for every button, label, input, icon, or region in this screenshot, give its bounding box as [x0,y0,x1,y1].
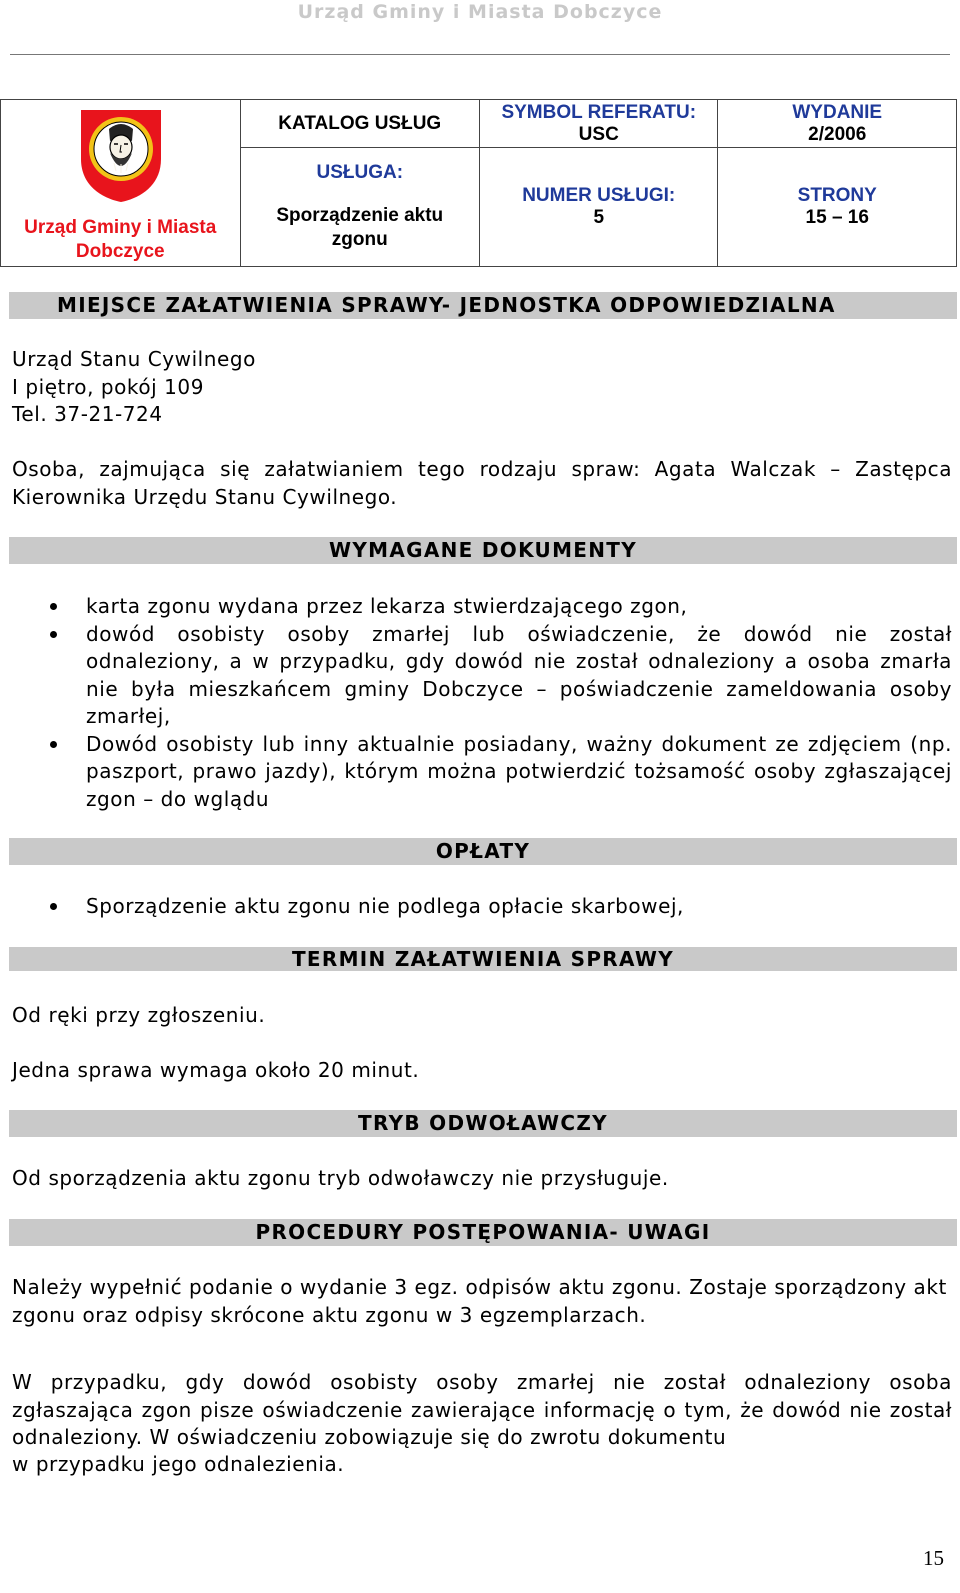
symbol-label: SYMBOL REFERATU: [501,101,697,123]
documents-list [0,593,952,813]
section-heading-procedure: PROCEDURY POSTĘPOWANIA- UWAGI [9,1219,957,1246]
service-cell [240,148,480,267]
list-item [0,731,952,814]
symbol-value: USC [578,123,619,145]
fee-item-text: Sporządzenie aktu zgonu nie podlega opłacie skarbowej, [86,894,684,918]
place-line-2: I piętro, pokój 109 [12,375,204,399]
office-name: Urząd Gminy i Miasta Dobczyce [24,217,217,262]
procedure-paragraph-2-end: w przypadku jego odnalezienia. [12,1452,345,1476]
fees-list [0,893,952,921]
pages-cell [718,148,957,267]
catalog-title: KATALOG USŁUG [240,100,480,148]
section-heading-appeal: TRYB ODWOŁAWCZY [9,1110,957,1137]
bullet-icon [50,903,57,910]
document-item-text: dowód osobisty osoby zmarłej lub oświadczenie, że dowód nie został odnaleziony, a w przypadku, gdy dowód nie został odnaleziony a osoba zmarła nie była mieszkańcem gminy Dobczyce – poświadczenie zameldowania osoby zmarłej, [86,621,952,728]
responsible-person: Osoba, zajmująca się załatwianiem tego rodzaju spraw: Agata Walczak – Zastępca Kierownika Urzędu Stanu Cywilnego. [12,457,952,509]
procedure-paragraph-1: Należy wypełnić podanie o wydanie 3 egz. odpisów aktu zgonu. Zostaje sporządzony akt zgonu oraz odpisy skrócone aktu zgonu w 3 egzemplarzach. [12,1275,947,1327]
list-item [0,893,952,921]
edition-value: 2/2006 [808,123,867,145]
number-label: NUMER USŁUGI: [522,185,676,206]
top-rule [10,54,950,55]
document-item-text: karta zgonu wydana przez lekarza stwierdzającego zgon, [86,594,688,618]
pages-value: 15 – 16 [805,207,869,228]
section-heading-deadline: TERMIN ZAŁATWIENIA SPRAWY [9,947,957,971]
symbol-cell [480,100,718,148]
bullet-icon [50,741,57,748]
header-watermark: Urząd Gminy i Miasta Dobczyce [297,1,663,23]
deadline-line-1: Od ręki przy zgłoszeniu. [12,1003,266,1027]
section-heading-place: MIEJSCE ZAŁATWIENIA SPRAWY- JEDNOSTKA ODPOWIEDZIALNA [9,292,957,319]
place-line-1: Urząd Stanu Cywilnego [12,347,256,371]
deadline-line-2: Jedna sprawa wymaga około 20 minut. [12,1058,420,1082]
number-value: 5 [593,207,605,228]
bullet-icon [50,631,57,638]
office-logo-cell [1,100,241,267]
section-heading-documents: WYMAGANE DOKUMENTY [9,537,957,564]
list-item [0,621,952,731]
bullet-icon [50,603,57,610]
service-name: Sporządzenie aktu zgonu [276,205,444,250]
service-label: USŁUGA: [316,162,404,183]
edition-cell [718,100,957,148]
procedure-paragraph-2: W przypadku, gdy dowód osobisty osoby zmarłej nie został odnaleziony osoba zgłaszająca zgon pisze oświadczenie zawierające informację o tym, że dowód nie został odnaleziony. W oświadczeniu zobowiązuje się do zwrotu dokumentu [12,1370,952,1449]
catalog-header-table [0,99,957,267]
document-item-text: Dowód osobisty lub inny aktualnie posiadany, ważny dokument ze zdjęciem (np. paszport, prawo jazdy), którym można potwierdzić tożsamość osoby zgłaszającej zgon – do wglądu [86,731,952,811]
section-heading-fees: OPŁATY [9,838,957,865]
list-item [0,593,952,621]
page-number: 15 [923,1546,944,1570]
place-line-3: Tel. 37-21-724 [12,402,163,426]
number-cell [480,148,718,267]
appeal-text: Od sporządzenia aktu zgonu tryb odwoławczy nie przysługuje. [12,1166,669,1190]
coat-of-arms-icon [78,107,164,203]
edition-label: WYDANIE [792,101,883,123]
pages-label: STRONY [797,185,877,206]
